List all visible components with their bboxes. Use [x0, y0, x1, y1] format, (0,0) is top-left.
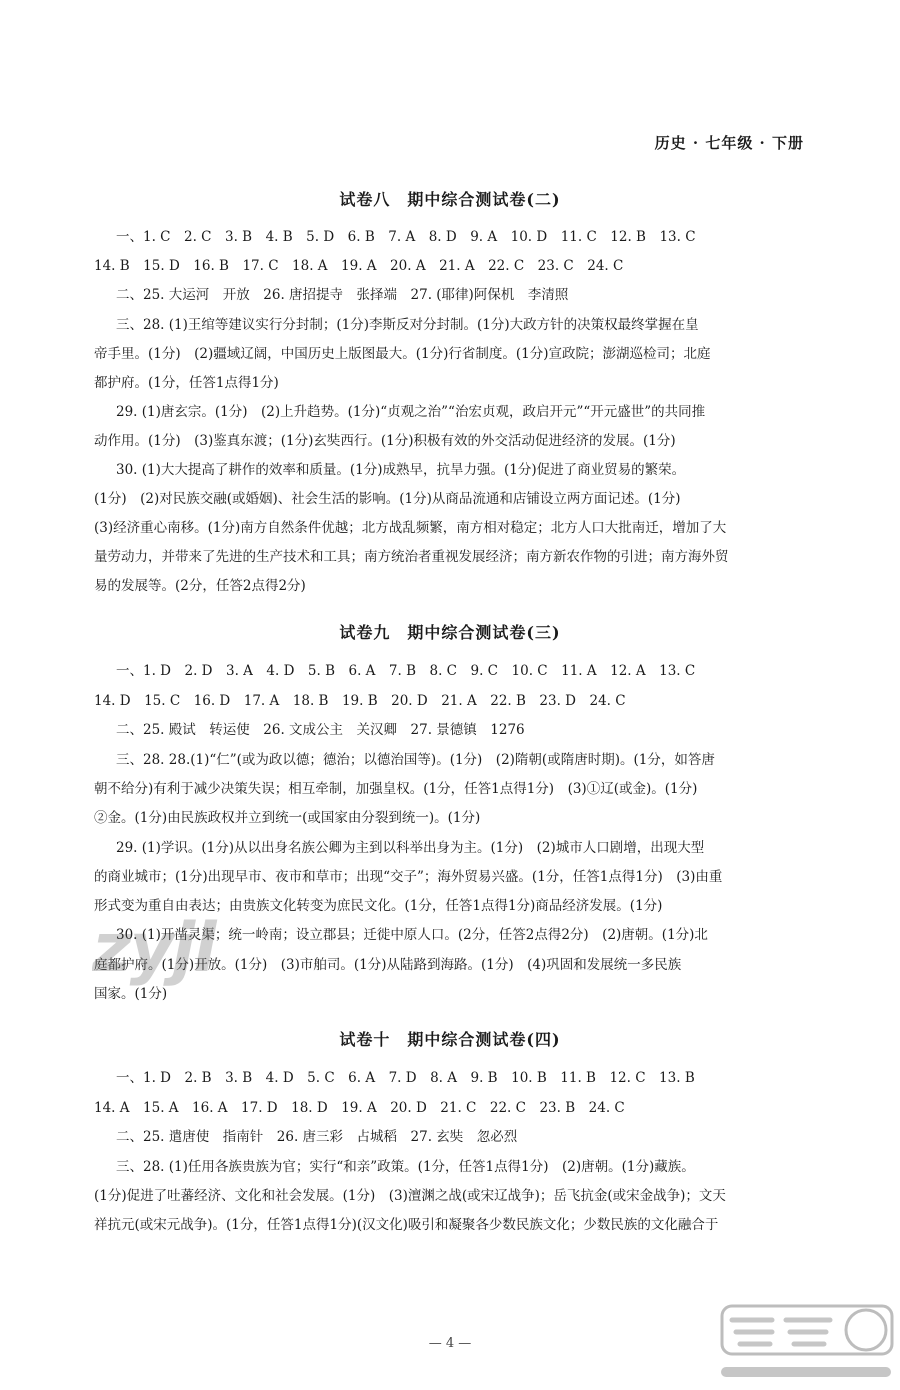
answer-line: 29. (1)学识。(1分)从以出身名族公卿为主到以科举出身为主。(1分) (2)城市人口剧增，出现大型: [116, 840, 705, 856]
answer-line: 量劳动力，并带来了先进的生产技术和工具；南方统治者重视发展经济；南方新农作物的引进；南方海外贸: [94, 549, 729, 565]
section-title: 试卷十 期中综合测试卷(四): [339, 1030, 561, 1049]
answer-line: 庭都护府。(1分)开放。(1分) (3)市舶司。(1分)从陆路到海路。(1分) (4)巩固和发展统一多民族: [94, 957, 682, 973]
answer-line: ②金。(1分)由民族政权并立到统一(或国家由分裂到统一)。(1分): [94, 810, 481, 826]
answer-line: 三、28. (1)王绾等建议实行分封制；(1分)李斯反对分封制。(1分)大政方针的决策权最终掌握在皇: [116, 317, 699, 333]
section-title: 试卷八 期中综合测试卷(二): [339, 190, 561, 209]
answer-line: 帝手里。(1分) (2)疆域辽阔，中国历史上版图最大。(1分)行省制度。(1分)宣政院；澎湖巡检司；北庭: [94, 346, 711, 362]
answer-line: 一、1. D 2. D 3. A 4. D 5. B 6. A 7. B 8. C 9. C 10. C 11. A 12. A 13. C: [116, 663, 696, 679]
watermark-left: zyjl: [92, 909, 215, 988]
answer-line: 三、28. (1)任用各族贵族为官；实行“和亲”政策。(1分，任答1点得1分) (2)唐朝。(1分)藏族。: [116, 1159, 695, 1175]
answer-line: (3)经济重心南移。(1分)南方自然条件优越；北方战乱频繁，南方相对稳定；北方人口大批南迁，增加了大: [94, 520, 727, 536]
answer-line: 14. B 15. D 16. B 17. C 18. A 19. A 20. A 21. A 22. C 23. C 24. C: [94, 258, 624, 274]
answer-line: 动作用。(1分) (3)鉴真东渡；(1分)玄奘西行。(1分)积极有效的外交活动促进经济的发展。(1分): [94, 433, 676, 449]
answer-line: 一、1. C 2. C 3. B 4. B 5. D 6. B 7. A 8. D 9. A 10. D 11. C 12. B 13. C: [116, 229, 696, 245]
answer-line: 二、25. 遣唐使 指南针 26. 唐三彩 占城稻 27. 玄奘 忽必烈: [116, 1129, 518, 1145]
answer-line: 都护府。(1分，任答1点得1分): [94, 375, 279, 391]
answer-line: 二、25. 大运河 开放 26. 唐招提寺 张择端 27. (耶律)阿保机 李清照: [116, 287, 569, 303]
watermark-logo: [718, 1302, 896, 1390]
answer-line: 一、1. D 2. B 3. B 4. D 5. C 6. A 7. D 8. A 9. B 10. B 11. B 12. C 13. B: [116, 1070, 695, 1086]
answer-line: 三、28. 28.(1)“仁”(或为政以德；德治；以德治国等)。(1分) (2)隋朝(或隋唐时期)。(1分，如答唐: [116, 752, 715, 768]
answer-line: 14. D 15. C 16. D 17. A 18. B 19. B 20. D 21. A 22. B 23. D 24. C: [94, 693, 626, 709]
page-number: — 4 —: [428, 1336, 472, 1351]
answer-line: (1分)促进了吐蕃经济、文化和社会发展。(1分) (3)澶渊之战(或宋辽战争)；岳飞抗金(或宋金战争)；文天: [94, 1188, 726, 1204]
answer-line: 30. (1)大大提高了耕作的效率和质量。(1分)成熟早，抗旱力强。(1分)促进了商业贸易的繁荣。: [116, 462, 686, 478]
answer-line: 祥抗元(或宋元战争)。(1分，任答1点得1分)(汉文化)吸引和凝聚各少数民族文化；少数民族的文化融合于: [94, 1217, 719, 1233]
answer-line: 的商业城市；(1分)出现早市、夜市和草市；出现“交子”；海外贸易兴盛。(1分，任答1点得1分) (3)由重: [94, 869, 723, 885]
answer-line: (1分) (2)对民族交融(或婚姻)、社会生活的影响。(1分)从商品流通和店铺设立两方面记述。(1分): [94, 491, 681, 507]
answer-line: 29. (1)唐玄宗。(1分) (2)上升趋势。(1分)“贞观之治”“治宏贞观，政启开元”“开元盛世”的共同推: [116, 404, 706, 420]
answer-line: 国家。(1分): [94, 986, 168, 1002]
answer-line: 易的发展等。(2分，任答2点得2分): [94, 578, 306, 594]
answer-line: 朝不给分)有利于减少决策失误；相互牵制，加强皇权。(1分，任答1点得1分) (3)①辽(或金)。(1分): [94, 781, 698, 797]
answer-line: 二、25. 殿试 转运使 26. 文成公主 关汉卿 27. 景德镇 1276: [116, 722, 525, 738]
answer-line: 形式变为重自由表达；由贵族文化转变为庶民文化。(1分，任答1点得1分)商品经济发展。(1分): [94, 898, 663, 914]
section-title: 试卷九 期中综合测试卷(三): [339, 623, 561, 642]
answer-line: 14. A 15. A 16. A 17. D 18. D 19. A 20. D 21. C 22. C 23. B 24. C: [94, 1100, 625, 1116]
running-header: 历史 · 七年级 · 下册: [654, 134, 804, 152]
answer-line: 30. (1)开凿灵渠；统一岭南；设立郡县；迁徙中原人口。(2分，任答2点得2分) (2)唐朝。(1分)北: [116, 927, 708, 943]
